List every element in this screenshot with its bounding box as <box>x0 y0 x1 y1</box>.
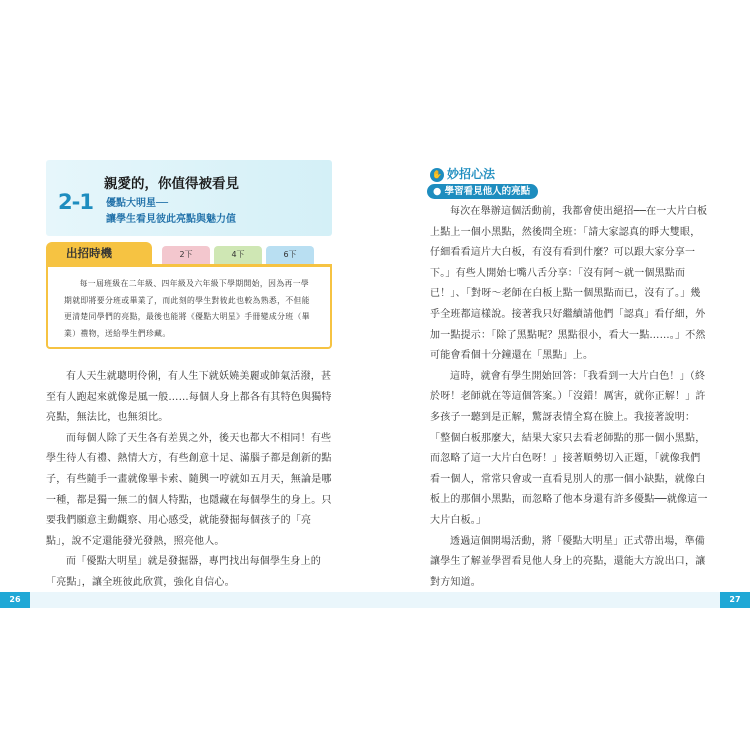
method-subheading <box>427 184 538 199</box>
section-subtitle-line2: 讓學生看見彼此亮點與魅力值 <box>106 214 236 225</box>
paragraph: 這時，就會有學生開始回答：「我看到一大片白色！」（終於呀！老師就在等這個答案。）「沒錯！厲害，就你正解！」許多孩子一聽到是正解，驚訝表情全寫在臉上。我接著說明：「整個白板那麼大，結果大家只去看老師點的那一個小黑點，而忽略了這一大片白色呀！」接著順勢切入正題，「就像我們看一個人，常常只會或一直看見別人的那一個小缺點，就像白板上的那個小黑點，而忽略了他本身還有許多優點──就像這一大片白板。」 <box>430 370 708 526</box>
method-subheading-text: 學習看見他人的亮點 <box>444 186 531 197</box>
paragraph: 而「優點大明星」就是發掘器，專門找出每個學生身上的「亮點」，讓全班彼此欣賞，強化自信心。 <box>46 556 321 588</box>
right-body-text <box>430 202 710 593</box>
timing-box <box>46 264 332 349</box>
paragraph: 透過這個開場活動，將「優點大明星」正式帶出場，準備讓學生了解並學習看見他人身上的亮點，還能大方說出口，讓對方知道。 <box>430 535 706 588</box>
paragraph: 有人天生就聰明伶俐，有人生下就妖嬈美麗或帥氣活潑，甚至有人跑起來就像是風一般……每個人身上都各有其特色與獨特亮點，無法比，也無須比。 <box>46 371 332 424</box>
timing-tab: 出招時機 <box>46 242 152 264</box>
page-number-right: 27 <box>720 592 750 608</box>
chapter-number: 2-1 <box>58 190 93 214</box>
bullet-icon: ● <box>433 186 445 197</box>
hand-icon: ✋ <box>430 168 444 182</box>
footer-band <box>0 592 750 608</box>
paragraph: 而每個人除了天生各有差異之外，後天也都大不相同！有些學生待人有禮、熱情大方，有些創意十足、滿腦子都是創新的點子，有些隨手一畫就像畢卡索、隨興一哼就如五月天，無論是哪一種，都是獨一無二的個人特點，也隱藏在每個學生的身上。只要我們願意主動觀察、用心感受，就能發掘每個孩子的「亮點」，說不定還能發光發熱，照亮他人。 <box>46 432 332 547</box>
method-heading <box>430 165 495 182</box>
timing-text: 每一屆班級在二年級、四年級及六年級下學期開始，因為再一學期就即將要分班或畢業了，而此刻的學生對彼此也較為熟悉，不但能更清楚同學們的亮點，最後也能將《優點大明星》手冊變成分班（畢業）禮物，送給學生們珍藏。 <box>64 279 310 338</box>
section-title-box <box>46 160 332 236</box>
left-body-text <box>46 367 334 594</box>
grade-tab-4: 4下 <box>214 246 262 264</box>
page-number-left: 26 <box>0 592 30 608</box>
section-subtitle-line1: 優點大明星── <box>106 198 169 209</box>
section-title: 親愛的，你值得被看見 <box>104 176 239 192</box>
paragraph: 每次在舉辦這個活動前，我都會使出絕招──在一大片白板上點上一個小黑點，然後問全班：「請大家認真的睜大雙眼，仔細看看這片大白板，有沒有看到什麼？可以跟大家分享一下。」有些人開始七嘴八舌分享：「沒有阿～就一個黑點而已！」、「對呀～老師在白板上點一個黑點而已，沒有了。」幾乎全班都這樣說。接著我只好繼續請他們「認真」看仔細，外加一點提示：「除了黑點呢？黑點很小，看大一點……。」不然可能會看個十分鐘還在「黑點」上。 <box>430 206 708 362</box>
grade-tab-2: 2下 <box>162 246 210 264</box>
method-heading-text: 妙招心法 <box>447 167 496 181</box>
grade-tab-6: 6下 <box>266 246 314 264</box>
